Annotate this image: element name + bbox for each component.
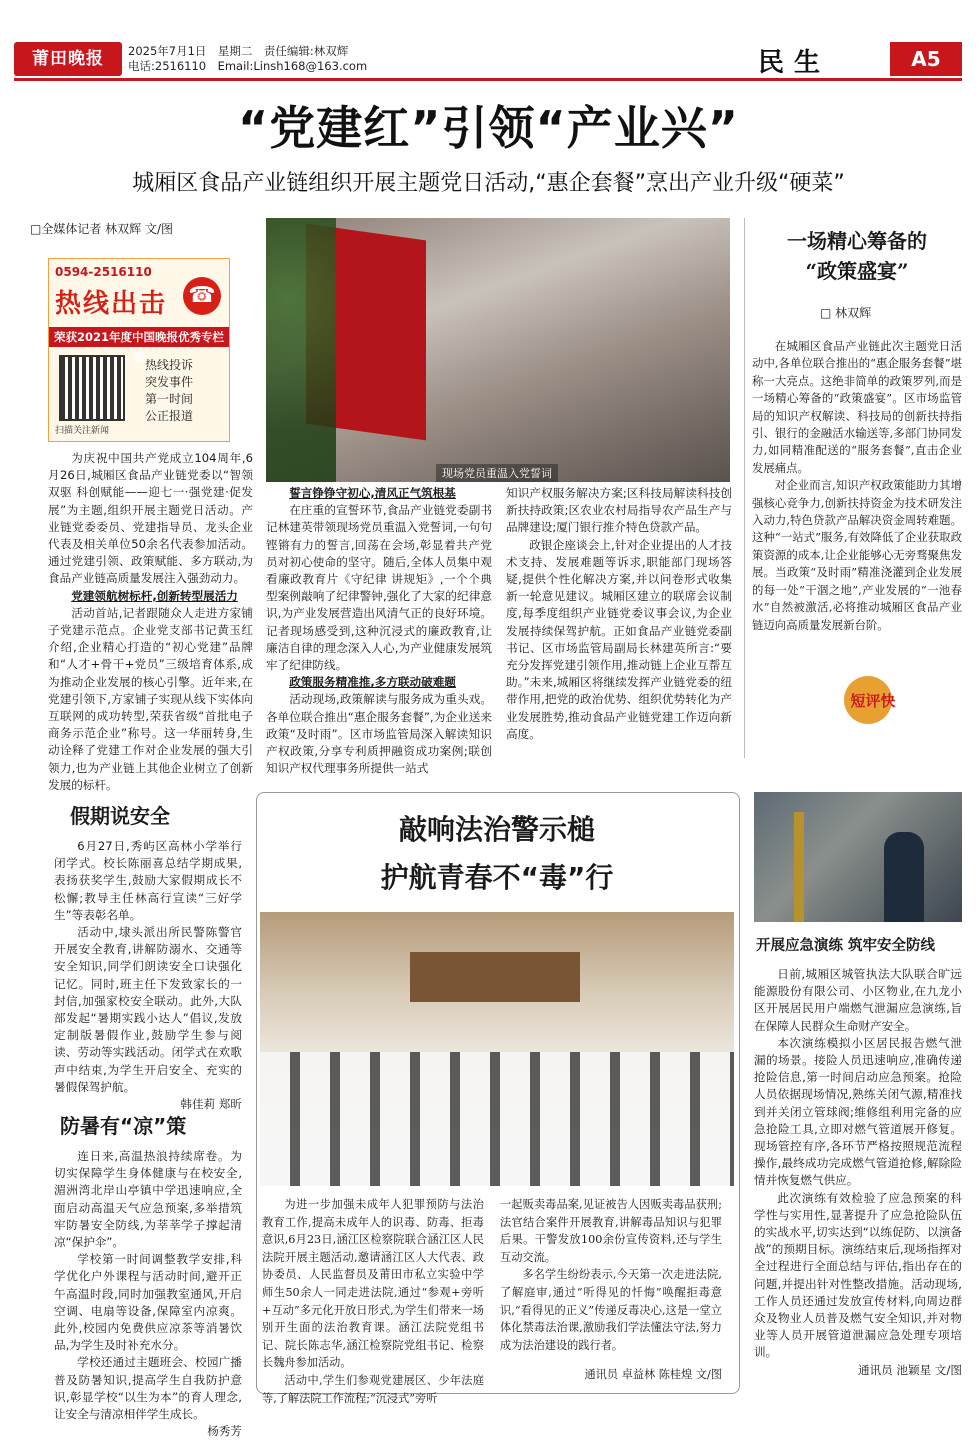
legal-title-line: 护航青春不“毒”行 bbox=[380, 861, 614, 894]
lead-headline: “党建红”引领“产业兴” bbox=[238, 101, 739, 155]
holiday-body bbox=[54, 838, 242, 1113]
audience-rows bbox=[260, 1052, 734, 1186]
holiday-credit: 韩佳莉 郑昕 bbox=[180, 1097, 242, 1112]
legal-paragraph: 为进一步加强未成年人犯罪预防与法治教育工作,提高未成年人的识毒、防毒、拒毒意识,6月23日,涵江区检察院联合涵江区人民法院开展主题活动,邀请涵江区人大代表、政协委员、人民监督员及莆田市私立实验中学师生50余人一同走进法院,通过“参观+旁听+互动”多元化开放日形式,为学生们带来一场别开生面的法治教育课。涵江法院党组书记、院长陈志华,涵江检察院党组书记、检察长魏舟参加活动。 bbox=[262, 1198, 484, 1370]
worker-figure bbox=[884, 832, 924, 922]
drill-paragraph: 本次演练模拟小区居民报告燃气泄漏的场景。接险人员迅速响应,准确传递抢险信息,第一时间启动应急预案。抢险人员依据现场情况,熟练关闭气源,精准找到并关闭立管球阀;维修组利用完备的应急抢险工具,立即对燃气管道展开修复。现场管控有序,各环节严格按照规范流程操作,最终成功完成燃气管道抢修,解除险情并恢复燃气供应。 bbox=[754, 1035, 962, 1188]
hotline-phone: 0594-2516110 bbox=[55, 265, 152, 279]
legal-title bbox=[256, 806, 738, 902]
commentary-paragraph: 对企业而言,知识产权政策能助力其增强核心竞争力,创新扶持资金为技术研发注入动力,特色贷款产品解决资金周转难题。这种“一站式”服务,有效降低了企业获取政策资源的成本,让企业能够心无旁骛聚焦发展。当政策“及时雨”精准浇灌到企业发展的每一处“干涸之地”,产业发展的“一池春水”自然被激活,必将推动城厢区食品产业链迈向高质量发展新台阶。 bbox=[752, 478, 962, 632]
heat-paragraph: 学校第一时间调整教学安排,科学优化户外课程与活动时间,避开正午高温时段,同时加强教室通风,开启空调、电扇等设备,保障室内凉爽。此外,校园内免费供应凉茶等消暑饮品,为学生及时补充水分。 bbox=[54, 1252, 242, 1353]
hotline-award: 荣获2021年度中国晚报优秀专栏奖 bbox=[49, 327, 229, 347]
heat-paragraph: 学校还通过主题班会、校园广播普及防暑知识,提高学生自我防护意识,彰显学校“以生为本”的育人理念,让安全与清凉相伴学生成长。 bbox=[54, 1355, 242, 1422]
lead-byline: □全媒体记者 林双辉 文/图 bbox=[30, 222, 174, 236]
issue-info bbox=[128, 44, 367, 74]
heat-credit: 杨秀芳 bbox=[207, 1424, 242, 1439]
drill-paragraph: 此次演练有效检验了应急预案的科学性与实用性,显著提升了应急抢险队伍的实战水平,切实达到“以练促防、以演备战”的预期目标。演练结束后,现场指挥对全过程进行全面总结与评估,指出存在的问题,并提出针对性整改措施。活动现场,工作人员还通过发放宣传材料,向周边群众及物业人员普及燃气安全知识,并对物业等人员开展管道泄漏应急处理专项培训。 bbox=[754, 1190, 962, 1360]
drill-body bbox=[754, 966, 962, 1379]
legal-col2 bbox=[500, 1196, 722, 1384]
legal-col1 bbox=[262, 1196, 484, 1407]
commentary-byline: □ 林双辉 bbox=[820, 306, 872, 320]
commentary-divider bbox=[744, 218, 745, 758]
gas-pipe bbox=[794, 812, 804, 922]
lead-subheading: 誓言铮铮守初心,清风正气筑根基 bbox=[289, 486, 456, 500]
lead-col2 bbox=[266, 485, 492, 777]
commentary-title-line: “政策盛宴” bbox=[805, 259, 909, 283]
legal-credit: 通讯员 卓益林 陈桂煌 文/图 bbox=[584, 1368, 722, 1382]
hotline-scan-label: 扫描关注新闻 bbox=[55, 426, 110, 436]
holiday-paragraph: 活动中,埭头派出所民警陈警官开展安全教育,讲解防溺水、交通等安全知识,同学们朗读安全口诀强化记忆。同时,班主任下发致家长的一封信,加强家校安全联动。此外,大队部发起“暑期实践小达人”倡议,发放定制版暑假作业,鼓励学生参与阅读、劳动等实践活动。闭学式在欢歌声中结束,为学生开启安全、充实的暑假保驾护航。 bbox=[54, 925, 242, 1094]
legal-title-line: 敲响法治警示槌 bbox=[398, 813, 595, 846]
issue-contact: 电话:2516110 Email:Linsh168@163.com bbox=[128, 59, 368, 73]
hotline-item: 热线投诉 bbox=[145, 358, 194, 372]
lead-paragraph: 活动首站,记者跟随众人走进方家铺子党建示范点。企业党支部书记黄玉红介绍,企业精心打造的“初心党建”品牌和“人才+骨干+党员”三级培育体系,成为推动企业发展的核心引擎。近年来,在党建引领下,方家铺子实现从线下实体向互联网的成功转型,荣获省级“首批电子商务示范企业”称号。这一华丽转身,生动诠释了党建工作对企业发展的强大引领力,也为产业链上其他企业树立了创新发展的标杆。 bbox=[48, 605, 253, 792]
masthead-rule bbox=[14, 78, 962, 81]
commentary-body bbox=[752, 338, 962, 634]
legal-paragraph: 多名学生纷纷表示,今天第一次走进法院,了解庭审,通过“听得见的忏悔”唤醒拒毒意识,“看得见的正义”传递反毒决心,这是一堂立体化禁毒法治课,激励我们学法懂法守法,努力成为法治建设的践行者。 bbox=[500, 1268, 722, 1352]
lead-subheading: 党建领航树标杆,创新转型展活力 bbox=[71, 588, 238, 603]
commentary-title bbox=[752, 226, 962, 286]
heat-body bbox=[54, 1148, 242, 1440]
lead-col3 bbox=[506, 485, 732, 743]
lead-paragraph: 活动现场,政策解读与服务成为重头戏。各单位联合推出“惠企服务套餐”,为企业送来政策“及时雨”。区市场监管局深入解读知识产权政策,分享专利质押融资成功案例;联创知识产权代理事务所提供一站式 bbox=[266, 692, 492, 776]
lead-paragraph: 政银企座谈会上,针对企业提出的人才技术支持、发展难题等诉求,职能部门现场答疑,提供个性化解决方案,并以问卷形式收集新一轮意见建议。城厢区建立的联席会议制度,每季度组织产业链党委议事会议,为企业发展持续保驾护航。正如食品产业链党委副书记、区市场监管局副局长林建英所言:“要充分发挥党建引领作用,推动链上企业互帮互助。”未来,城厢区将继续发挥产业链党委的纽带作用,把党的政治优势、组织优势转化为产业发展胜势,推动食品产业链党建工作迈向新高度。 bbox=[506, 537, 732, 741]
hotline-item: 公正报道 bbox=[145, 409, 194, 423]
commentary-paragraph: 在城厢区食品产业链此次主题党日活动中,各单位联合推出的“惠企服务套餐”堪称一大亮点。这绝非简单的政策罗列,而是一场精心筹备的“政策盛宴”。区市场监管局的知识产权解读、科技局的创新扶持指引、银行的金融活水输送等,多部门协同发力,如同精准配送的“服务套餐”,直击企业发展痛点。 bbox=[752, 339, 962, 475]
newspaper-logo: 莆田晚报 bbox=[14, 42, 122, 76]
courtroom-bench bbox=[410, 952, 580, 1002]
heat-title: 防暑有“凉”策 bbox=[60, 1114, 187, 1138]
qr-code-icon bbox=[59, 355, 125, 421]
drill-title: 开展应急演练 筑牢安全防线 bbox=[756, 938, 936, 954]
section-title: 民生 bbox=[758, 48, 831, 78]
lead-paragraph: 为庆祝中国共产党成立104周年,6月26日,城厢区食品产业链党委以“智领双驱 科创赋能——迎七一·强党建·促发展”为主题,组织开展主题党日活动。产业链党委委员、党建指导员、龙头企业代表及相关单位50余名代表参加活动。通过党建引领、政策赋能、多方联动,为食品产业链高质量发展注入强劲动力。 bbox=[48, 451, 253, 586]
holiday-paragraph: 6月27日,秀屿区高林小学举行闭学式。校长陈丽喜总结学期成果,表扬获奖学生,鼓励大家假期成长不松懈;教导主任林高行宣读“三好学生”等表彰名单。 bbox=[54, 839, 242, 922]
lead-photo bbox=[266, 218, 730, 482]
drill-paragraph: 日前,城厢区城管执法大队联合旷远能源股份有限公司、小区物业,在九龙小区开展居民用户端燃气泄漏应急演练,旨在保障人民群众生命财产安全。 bbox=[754, 967, 962, 1033]
hotline-items bbox=[145, 357, 193, 425]
legal-paragraph: 一起贩卖毒品案,见证被告人因贩卖毒品获刑;法官结合案件开展教育,讲解毒品知识与犯罪后果。干警发放100余份宣传资料,还与学生互动交流。 bbox=[500, 1198, 722, 1264]
lead-col1 bbox=[48, 450, 253, 794]
commentary-title-line: 一场精心筹备的 bbox=[787, 229, 927, 253]
hotline-item: 第一时间 bbox=[145, 392, 194, 406]
drill-credit: 通讯员 池颖星 文/图 bbox=[857, 1362, 962, 1377]
commentary-badge bbox=[818, 676, 938, 724]
lead-paragraph: 知识产权服务解决方案;区科技局解读科技创新扶持政策;区农业农村局指导农产品生产与品牌建设;厦门银行推介特色贷款产品。 bbox=[506, 486, 732, 535]
lead-subheading: 政策服务精准推,多方联动破难题 bbox=[289, 675, 456, 690]
badge-label: 短评快 bbox=[850, 692, 896, 710]
page-number: A5 bbox=[890, 42, 962, 76]
lead-paragraph: 在庄重的宣誓环节,食品产业链党委副书记林建英带领现场党员重温入党誓词,一句句铿锵有力的誓言,回荡在会场,彰显着共产党员对初心使命的坚守。随后,全体人员集中观看廉政教育片《守纪律 讲规矩》,一个个典型案例敲响了纪律警钟,强化了大家的纪律意识,为产业发展营造出风清气正的良好环境。记者现场感受到,这种沉浸式的廉政教育,让廉洁自律的理念深入人心,为产业健康发展筑牢了纪律防线。 bbox=[266, 503, 492, 673]
issue-date-editor: 2025年7月1日 星期二 责任编辑:林双辉 bbox=[128, 44, 349, 58]
holiday-title: 假期说安全 bbox=[70, 804, 170, 828]
heat-paragraph: 连日来,高温热浪持续席卷。为切实保障学生身体健康与在校安全,湄洲湾北岸山亭镇中学迅速响应,全面启动高温天气应急预案,多举措筑牢防暑安全防线,为莘莘学子撑起清凉“保护伞”。 bbox=[54, 1149, 242, 1250]
legal-paragraph: 活动中,学生们参观党建展区、少年法庭等,了解法院工作流程;“沉浸式”旁听 bbox=[262, 1373, 484, 1405]
hotline-title: 热线出击 bbox=[55, 289, 168, 319]
hotline-item: 突发事件 bbox=[145, 375, 194, 389]
drill-photo bbox=[754, 792, 962, 922]
phone-icon: ☎ bbox=[183, 277, 221, 315]
lead-subhead: 城厢区食品产业链组织开展主题党日活动,“惠企套餐”烹出产业升级“硬菜” bbox=[132, 171, 845, 196]
courtroom-photo bbox=[260, 912, 734, 1186]
lead-photo-caption: 现场党员重温入党誓词 bbox=[436, 464, 558, 482]
tree-foliage bbox=[266, 218, 336, 482]
hotline-ad bbox=[48, 258, 230, 442]
